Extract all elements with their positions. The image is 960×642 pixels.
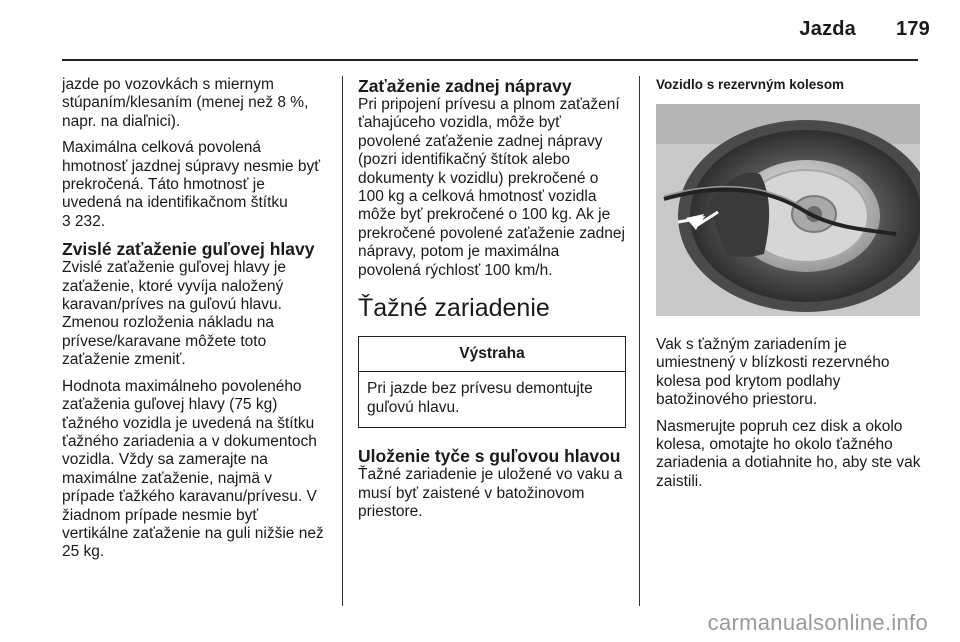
page-header (799, 18, 930, 41)
column-1 (62, 76, 328, 570)
paragraph: Hodnota maximálneho povoleného zaťaženia guľovej hlavy (75 kg) ťažného vozidla je uvedená na štítku ťažného zariadenia a v dokumentoch vozidla. Vždy sa zamerajte na maximálne zaťaženie, najmä v prípade ťažkého karavanu/prívesu. V žiadnom prípade nesmie byť vertikálne zaťaženie na guli nižšie než 25 kg. (62, 377, 324, 561)
column-divider-1 (342, 76, 343, 606)
paragraph-text: Maximálna celková povolená hmotnosť jazdnej súpravy nesmie byť prekročená. Táto hmotnosť je uvedená na identifikačnom štítku (62, 139, 321, 212)
chapter-heading: Ťažné zariadenie (358, 294, 550, 323)
section-title: Jazda (799, 18, 857, 40)
warning-title: Výstraha (359, 337, 625, 372)
column-divider-2 (639, 76, 640, 606)
section-heading: Uloženie tyče s guľovou hlavou (358, 446, 621, 467)
warning-box (358, 336, 626, 428)
column-3 (656, 76, 922, 499)
paragraph: Zvislé zaťaženie guľovej hlavy je zaťaženie, ktoré vyvíja naložený karavan/príves na guľovú hlavu. Zmenou rozloženia nákladu na prívese/karavane môžete toto zaťaženie zmeniť. (62, 259, 287, 369)
section-heading: Zaťaženie zadnej nápravy (358, 76, 572, 96)
paragraph: jazde po vozovkách s miernym stúpaním/klesaním (menej než 8 %, napr. na diaľnici). (62, 76, 309, 130)
watermark-text: carmanualsonline.info (707, 610, 928, 635)
spare-wheel-photo (656, 104, 920, 316)
page-number: 179 (896, 18, 930, 40)
page-reference-link[interactable]: 3 232. (62, 212, 106, 230)
paragraph: Vak s ťažným zariadením je umiestnený v blízkosti rezervného kolesa pod krytom podlahy batožinového priestoru. (656, 336, 890, 409)
paragraph: Nasmerujte popruh cez disk a okolo kolesa, omotajte ho okolo ťažného zariadenia a dotiahnite ho, aby ste vak zaistili. (656, 417, 921, 490)
paragraph: Pri pripojení prívesu a plnom zaťažení ťahajúceho vozidla, môže byť povolené zaťaženie zadnej nápravy (pozri identifikačný štítok alebo dokumenty k vozidlu) prekročené o 100 kg a celková hmotnosť vozidla môže byť prekročené o 100 kg. Ak je prekročené povolené zaťaženie zadnej nápravy, potom je maximálna povolená rýchlosť 100 km/h. (358, 96, 625, 279)
header-rule (62, 59, 918, 61)
column-2 (358, 76, 626, 530)
section-heading: Zvislé zaťaženie guľovej hlavy (62, 239, 315, 260)
warning-body: Pri jazde bez prívesu demontujte guľovú hlavu. (367, 380, 593, 416)
paragraph: Ťažné zariadenie je uložené vo vaku a musí byť zaistené v batožinovom priestore. (358, 466, 623, 521)
figure-caption: Vozidlo s rezervným kolesom (656, 77, 845, 92)
paragraph (62, 139, 328, 231)
